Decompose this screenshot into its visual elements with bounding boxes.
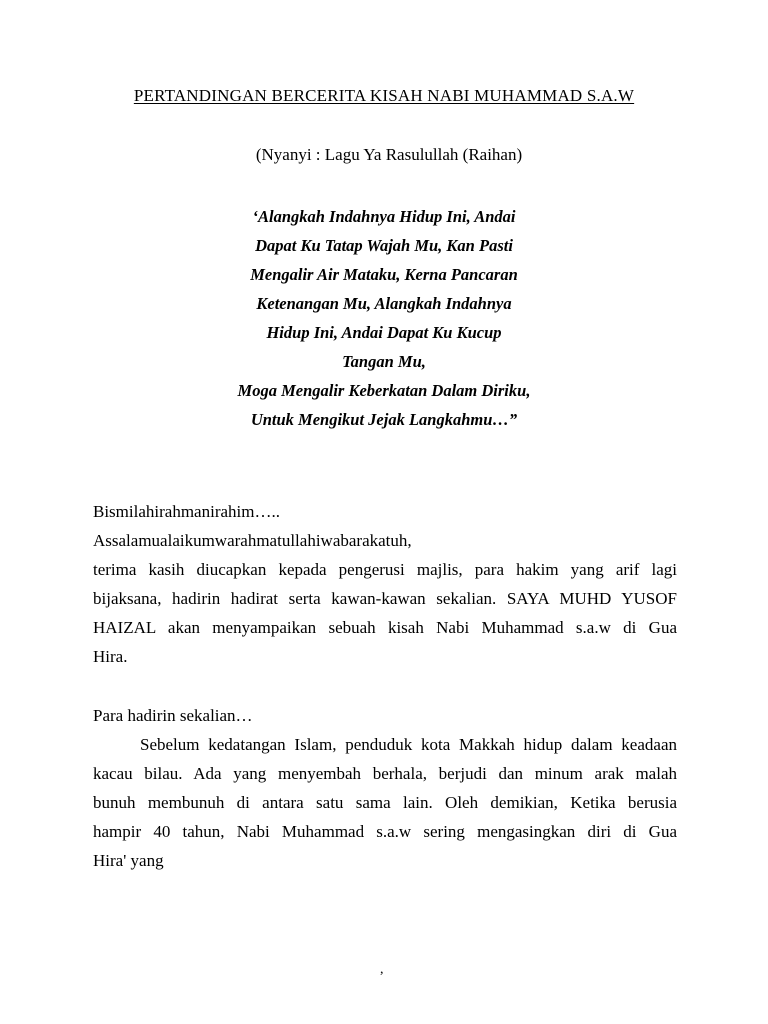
- paragraph-line: bunuh membunuh di antara satu sama lain. Oleh demikian, Ketika berusia: [93, 793, 677, 812]
- page-mark: ,: [380, 962, 384, 977]
- paragraph-line: Hira.: [93, 647, 128, 666]
- paragraph-line: hampir 40 tahun, Nabi Muhammad s.a.w sering mengasingkan diri di Gua: [93, 822, 677, 841]
- story-paragraph: [93, 730, 677, 875]
- lyric-line: Tangan Mu,: [342, 352, 426, 371]
- lyric-line: Untuk Mengikut Jejak Langkahmu…”: [250, 410, 518, 429]
- paragraph-line: Sebelum kedatangan Islam, penduduk kota Makkah hidup dalam keadaan: [140, 735, 677, 754]
- lyric-line: Moga Mengalir Keberkatan Dalam Diriku,: [237, 381, 531, 400]
- lyric-line: Ketenangan Mu, Alangkah Indahnya: [256, 294, 512, 313]
- lyric-line: Mengalir Air Mataku, Kerna Pancaran: [250, 265, 518, 284]
- song-note: (Nyanyi : Lagu Ya Rasulullah (Raihan): [255, 145, 523, 164]
- greetings: [93, 497, 677, 555]
- greeting-line: Bismilahirahmanirahim…..: [93, 502, 280, 521]
- lyric-line: Hidup Ini, Andai Dapat Ku Kucup: [266, 323, 502, 342]
- paragraph-line: HAIZAL akan menyampaikan sebuah kisah Nabi Muhammad s.a.w di Gua: [93, 618, 677, 637]
- paragraph-line: kacau bilau. Ada yang menyembah berhala, berjudi dan minum arak malah: [93, 764, 677, 783]
- lyric-line: ‘Alangkah Indahnya Hidup Ini, Andai: [252, 207, 516, 226]
- paragraph-line: bijaksana, hadirin hadirat serta kawan-kawan sekalian. SAYA MUHD YUSOF: [93, 589, 677, 608]
- paragraph-line: Hira' yang: [93, 851, 164, 870]
- address-line: Para hadirin sekalian…: [93, 706, 253, 725]
- document-title: PERTANDINGAN BERCERITA KISAH NABI MUHAMMAD S.A.W: [133, 86, 635, 105]
- lyric-line: Dapat Ku Tatap Wajah Mu, Kan Pasti: [255, 236, 513, 255]
- paragraph-line: terima kasih diucapkan kepada pengerusi majlis, para hakim yang arif lagi: [93, 560, 677, 579]
- intro-paragraph: [93, 555, 677, 671]
- greeting-line: Assalamualaikumwarahmatullahiwabarakatuh,: [93, 531, 412, 550]
- song-lyrics: [0, 202, 768, 434]
